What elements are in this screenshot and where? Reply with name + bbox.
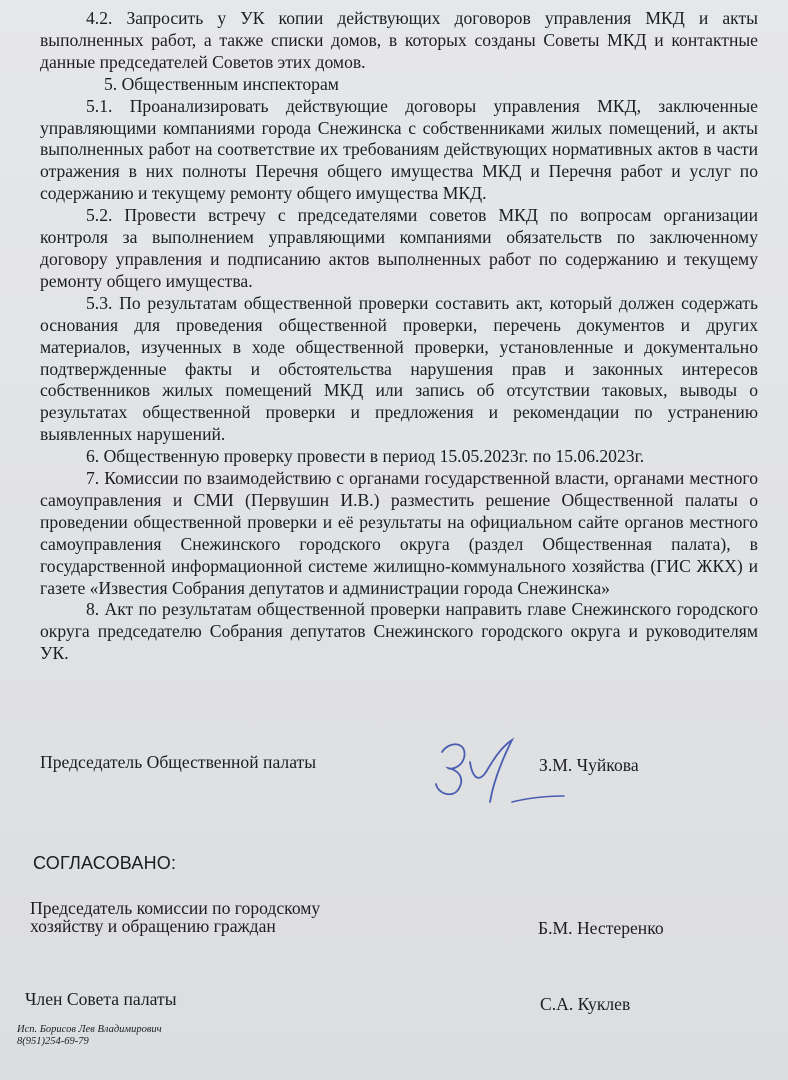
- commission-title-line-1: Председатель комиссии по городскому: [30, 898, 321, 918]
- commission-title-line-2: хозяйству и обращению граждан: [30, 916, 276, 936]
- paragraph-5-1: 5.1. Проанализировать действующие договоры управления МКД, заключенные управляющими компаниями города Снежинска с собственниками жилых помещений, и акты выполненных работ на соответствие их требованиям действующих нормативных актов в части отражения в них полноты Перечня общего имущества МКД и Перечня работ и услуг по содержанию и текущему ремонту общего имущества МКД.: [40, 95, 758, 204]
- council-title: Член Совета палаты: [25, 989, 177, 1009]
- executor-footer: [17, 1024, 162, 1048]
- paragraph-5-heading: 5. Общественным инспекторам: [104, 73, 339, 94]
- commission-name: Б.М. Нестеренко: [538, 918, 664, 938]
- paragraph-6: 6. Общественную проверку провести в период 15.05.2023г. по 15.06.2023г.: [86, 446, 645, 467]
- executor-phone: 8(951)254-69-79: [17, 1036, 89, 1047]
- paragraph-7: 7. Комиссии по взаимодействию с органами государственной власти, органами местного самоуправления и СМИ (Первушин И.В.) разместить решение Общественной палаты о проведении общественной проверки и её результаты на официальном сайте органов местного самоуправления Снежинского городского округа (раздел Общественная палата), в государственной информационной системе жилищно-коммунального хозяйства (ГИС ЖКХ) и газете «Известия Собрания депутатов и администрации города Снежинска»: [40, 468, 758, 598]
- paragraph-8: 8. Акт по результатам общественной проверки направить главе Снежинского городского округа председателю Собрания депутатов Снежинского городского округа и руководителям УК.: [40, 599, 758, 664]
- council-name: С.А. Куклев: [540, 994, 631, 1014]
- chair-name: З.М. Чуйкова: [539, 755, 639, 775]
- paragraph-5-2: 5.2. Провести встречу с председателями советов МКД по вопросам организации контроля за выполнением управляющими компаниями обязательств по заключенному договору управления и подписанию актов выполненных работ по содержанию и текущему ремонту общего имущества.: [40, 205, 758, 291]
- paragraph-4-2: 4.2. Запросить у УК копии действующих договоров управления МКД и акты выполненных работ, а также списки домов, в которых созданы Советы МКД и контактные данные председателей Советов этих домов.: [40, 8, 758, 72]
- document-body: [40, 8, 758, 665]
- approved-heading: СОГЛАСОВАНО:: [33, 853, 177, 873]
- executor-name: Исп. Борисов Лев Владимирович: [17, 1024, 162, 1035]
- chair-title: Председатель Общественной палаты: [40, 752, 317, 772]
- paragraph-5-3: 5.3. По результатам общественной проверки составить акт, который должен содержать основания для проведения общественной проверки, перечень документов и других материалов, изученных в ходе общественной проверки, установленные и документально подтвержденные факты и обстоятельства нарушения прав и законных интересов собственников жилых помещений МКД или запись об отсутствии таковых, выводы о результатах общественной проверки и предложения и рекомендации по устранению выявленных нарушений.: [40, 292, 758, 445]
